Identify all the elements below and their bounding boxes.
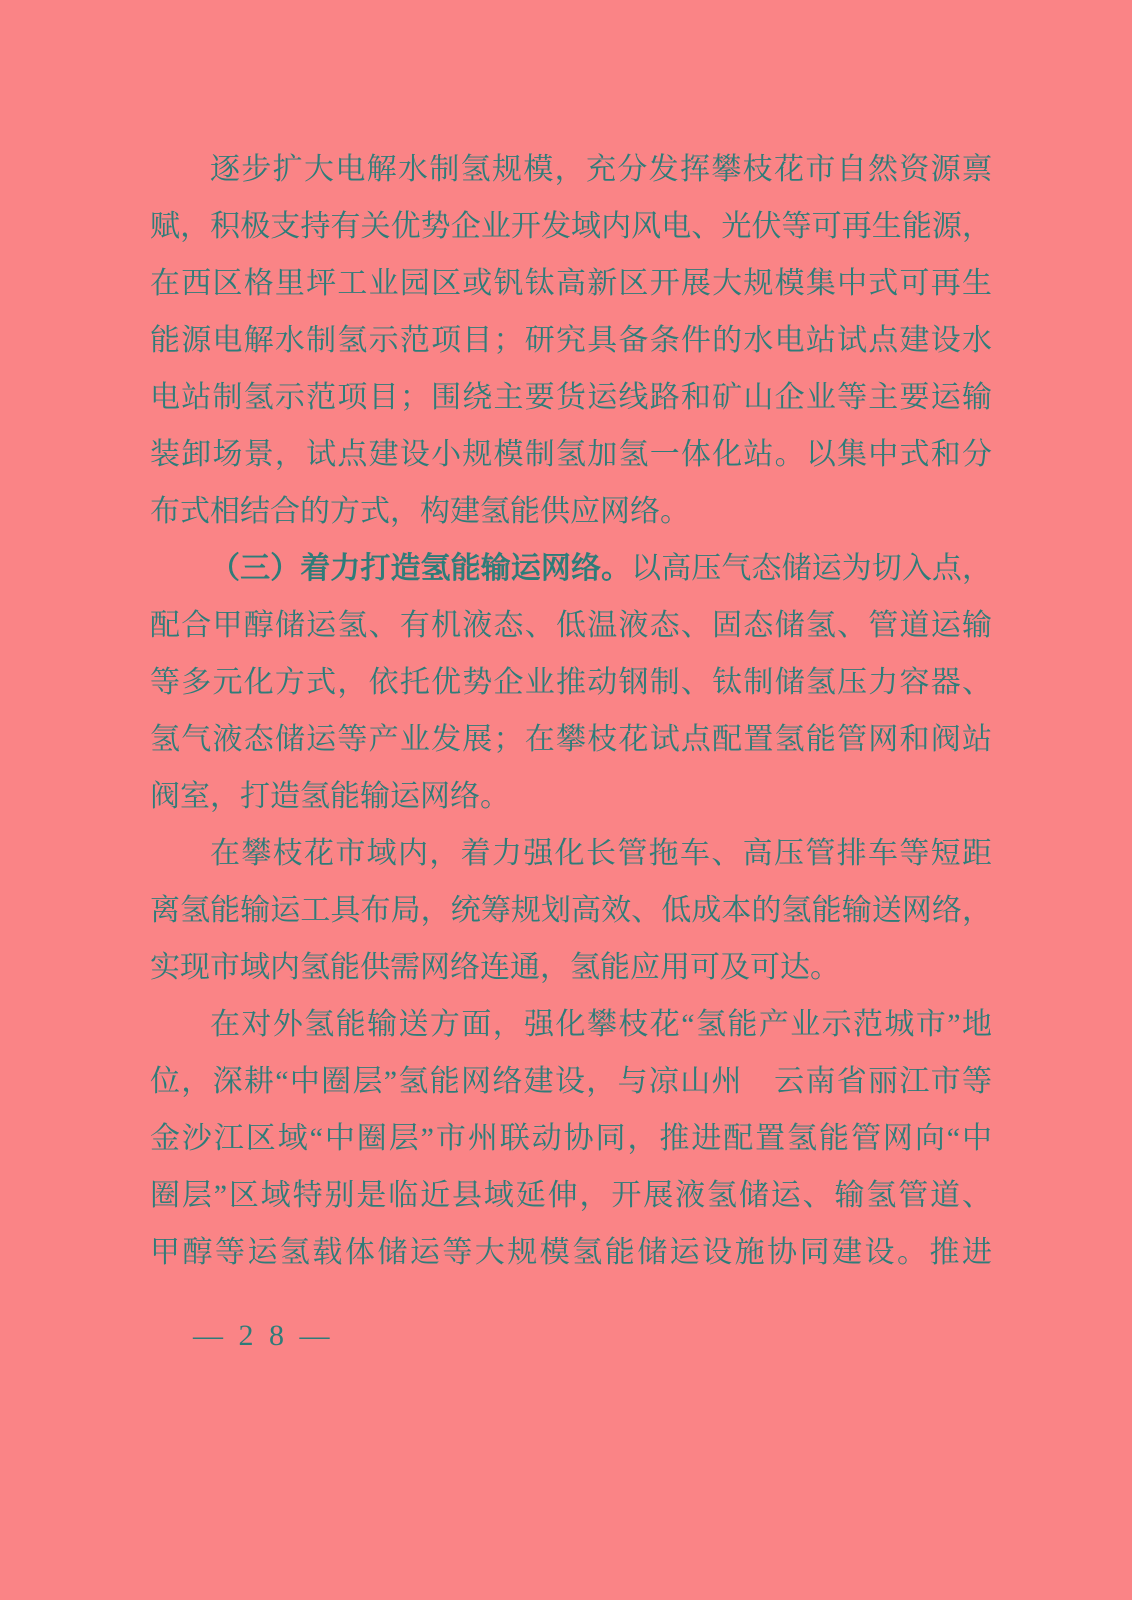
text-line: 在攀枝花市域内，着力强化长管拖车、高压管排车等短距: [210, 837, 992, 870]
text-line: 赋，积极支持有关优势企业开发域内风电、光伏等可再生能源，: [150, 210, 992, 243]
text-line: 逐步扩大电解水制氢规模，充分发挥攀枝花市自然资源禀: [210, 153, 992, 186]
text-line: 配合甲醇储运氢、有机液态、低温液态、固态储氢、管道运输: [150, 609, 992, 642]
text-line: 阀室，打造氢能输运网络。: [150, 780, 510, 813]
text-line: 在对外氢能输送方面，强化攀枝花“氢能产业示范城市”地: [210, 1008, 992, 1041]
text-line: 圈层”区域特别是临近县域延伸，开展液氢储运、输氢管道、: [150, 1179, 992, 1212]
text-line: 实现市域内氢能供需网络连通，氢能应用可及可达。: [150, 951, 840, 984]
paragraph-4: [150, 996, 992, 1281]
text-line: 氢气液态储运等产业发展；在攀枝花试点配置氢能管网和阀站: [150, 723, 992, 756]
text-line: 金沙江区域“中圈层”市州联动协同，推进配置氢能管网向“中: [150, 1122, 992, 1155]
text-line: 位，深耕“中圈层”氢能网络建设，与凉山州 云南省丽江市等: [150, 1065, 992, 1098]
text-line: 离氢能输运工具布局，统筹规划高效、低成本的氢能输送网络，: [150, 894, 992, 927]
page-number: — 2 8 —: [193, 1319, 334, 1352]
text-line: 甲醇等运氢载体储运等大规模氢能储运设施协同建设。推进: [150, 1236, 992, 1269]
text-line: 电站制氢示范项目；围绕主要货运线路和矿山企业等主要运输: [150, 381, 992, 414]
text-line: 装卸场景，试点建设小规模制氢加氢一体化站。以集中式和分: [150, 438, 992, 471]
text-line: 等多元化方式，依托优势企业推动钢制、钛制储氢压力容器、: [150, 666, 992, 699]
text-line: 布式相结合的方式，构建氢能供应网络。: [150, 495, 690, 528]
text-line: [150, 540, 992, 597]
document-body: [150, 141, 992, 1281]
paragraph-3: [150, 825, 992, 996]
text-line: 在西区格里坪工业园区或钒钛高新区开展大规模集中式可再生: [150, 267, 992, 300]
section-heading-rest: 以高压气态储运为切入点，: [631, 552, 993, 585]
section-heading: （三）着力打造氢能输运网络。: [210, 552, 632, 585]
paragraph-2: [150, 540, 992, 825]
paragraph-1: [150, 141, 992, 540]
text-line: 能源电解水制氢示范项目；研究具备条件的水电站试点建设水: [150, 324, 992, 357]
